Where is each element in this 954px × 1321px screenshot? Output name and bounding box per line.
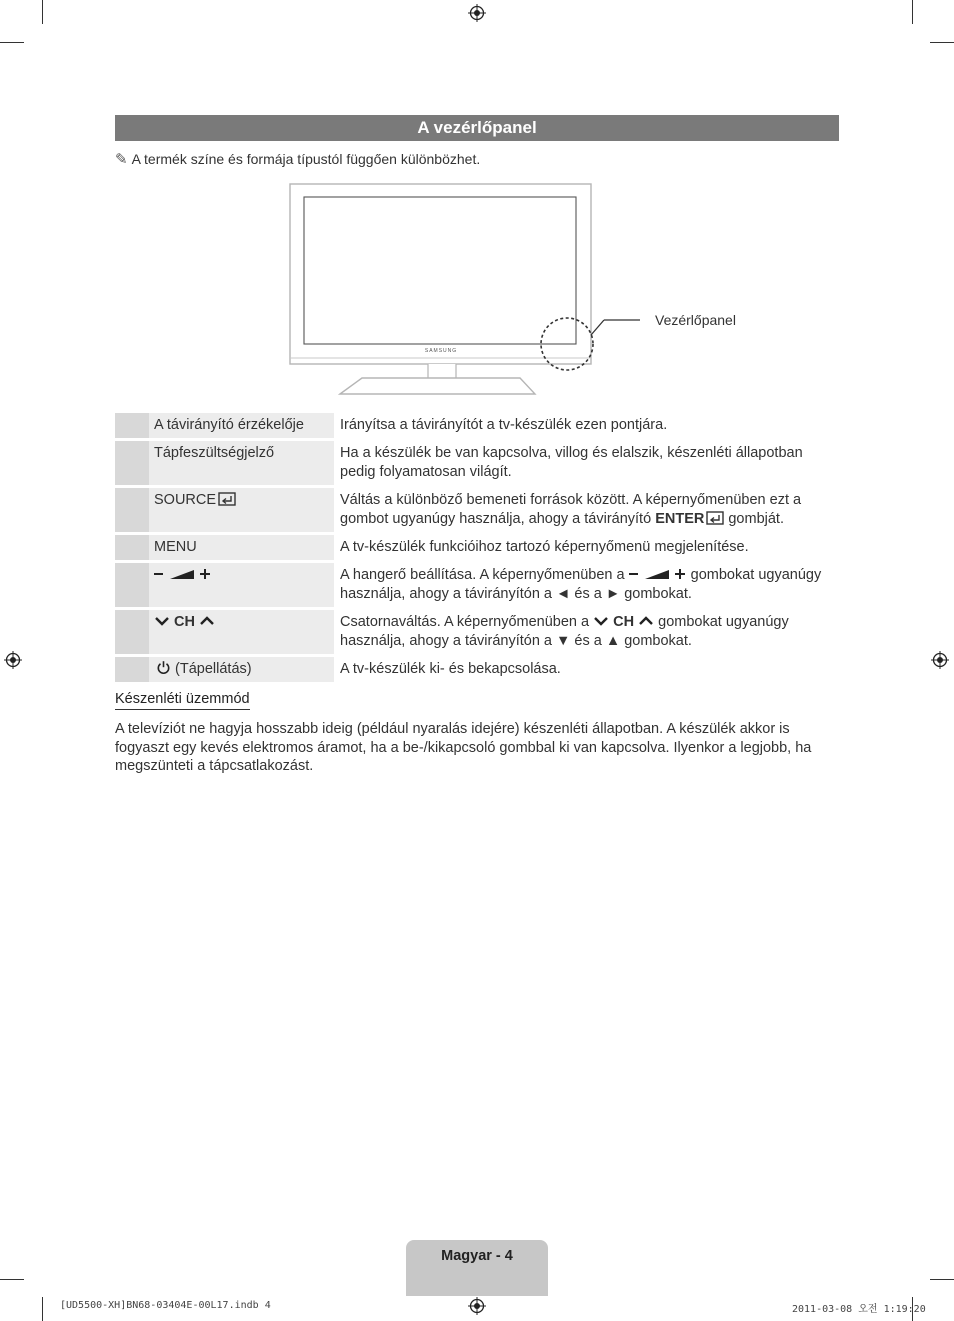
crop-mark	[42, 0, 43, 24]
row-marker	[115, 657, 149, 682]
control-name: MENU	[149, 535, 334, 560]
control-description: Irányítsa a távirányítót a tv-készülék ezen pontjára.	[340, 417, 668, 433]
registration-mark-icon	[468, 4, 486, 22]
control-panel-table	[115, 410, 839, 685]
control-description	[334, 563, 839, 607]
crop-mark	[0, 1279, 24, 1280]
registration-mark-icon	[931, 651, 949, 669]
control-name	[149, 488, 334, 532]
file-info: [UD5500-XH]BN68-03404E-00L17.indb 4	[60, 1300, 271, 1311]
row-marker	[115, 441, 149, 485]
description-text: gombját.	[724, 511, 784, 527]
description-text: Csatornaváltás. A képernyőmenüben a	[340, 614, 594, 630]
row-marker	[115, 563, 149, 607]
control-name	[149, 657, 334, 682]
channel-down-icon	[593, 615, 609, 627]
table-row	[115, 657, 839, 682]
table-row	[115, 535, 839, 560]
table-row	[115, 413, 839, 438]
standby-heading: Készenléti üzemmód	[115, 691, 250, 710]
channel-up-icon	[638, 615, 654, 627]
brand-logo: SAMSUNG	[424, 348, 458, 354]
description-text: gombokat ugyanúgy használja, ahogy a távirányítón a ◄ és a ► gombokat.	[340, 567, 822, 602]
crop-mark	[930, 1279, 954, 1280]
pencil-note-icon: ✎	[115, 151, 128, 168]
control-name: Tápfeszültségjelző	[149, 441, 334, 485]
control-description: A tv-készülék ki- és bekapcsolása.	[340, 661, 561, 677]
callout-label: Vezérlőpanel	[655, 312, 736, 328]
source-label: SOURCE	[154, 492, 217, 508]
table-row	[115, 563, 839, 607]
table-row	[115, 441, 839, 485]
registration-mark-icon	[4, 651, 22, 669]
control-name	[149, 563, 334, 607]
channel-label: CH	[174, 614, 195, 630]
channel-label: CH	[613, 614, 635, 630]
table-row	[115, 610, 839, 654]
row-marker	[115, 535, 149, 560]
crop-mark	[0, 42, 24, 43]
registration-mark-icon	[468, 1297, 486, 1315]
volume-buttons-icon	[629, 567, 687, 581]
enter-icon	[706, 511, 724, 525]
source-enter-icon	[218, 492, 236, 506]
row-marker	[115, 488, 149, 532]
table-row	[115, 488, 839, 532]
row-marker	[115, 610, 149, 654]
page-number-tab: Magyar - 4	[406, 1240, 548, 1296]
standby-paragraph: A televíziót ne hagyja hosszabb ideig (például nyaralás idejére) készenléti állapotban. A készülék akkor is fogyaszt egy kevés elektromos áramot, ha a be-/kikapcsoló gombbal ki van kapcsolva. Ilyenkor a legjobb, ha megszünteti a tápcsatlakozást.	[115, 721, 812, 774]
note	[115, 150, 480, 168]
description-text: gombokat ugyanúgy használja, ahogy a távirányítón a ▼ és a ▲ gombokat.	[340, 614, 789, 649]
control-description: Ha a készülék be van kapcsolva, villog és elalszik, készenléti állapotban pedig folyamatosan világít.	[340, 445, 803, 480]
crop-mark	[930, 42, 954, 43]
description-text: A hangerő beállítása. A képernyőmenüben a	[340, 567, 629, 583]
print-timestamp: 2011-03-08 오전 1:19:20	[792, 1304, 926, 1315]
crop-mark	[912, 0, 913, 24]
channel-down-icon	[154, 615, 170, 627]
control-description: A tv-készülék funkcióihoz tartozó képernyőmenü megjelenítése.	[340, 539, 749, 555]
control-name: A távirányító érzékelője	[149, 413, 334, 438]
enter-label: ENTER	[655, 511, 705, 527]
row-marker	[115, 413, 149, 438]
control-name	[149, 610, 334, 654]
crop-mark	[42, 1297, 43, 1321]
control-description	[334, 610, 839, 654]
control-description	[334, 488, 839, 532]
volume-buttons-icon	[154, 567, 212, 581]
power-icon	[156, 660, 171, 675]
power-label: (Tápellátás)	[175, 661, 252, 677]
section-title: A vezérlőpanel	[115, 115, 839, 141]
tv-illustration	[280, 180, 640, 400]
description-text: Váltás a különböző bemeneti források között. A képernyőmenüben ezt a gombot ugyanúgy használja, ahogy a távirányító	[340, 492, 802, 527]
channel-up-icon	[199, 615, 215, 627]
note-text: A termék színe és formája típustól függően különbözhet.	[131, 151, 481, 167]
